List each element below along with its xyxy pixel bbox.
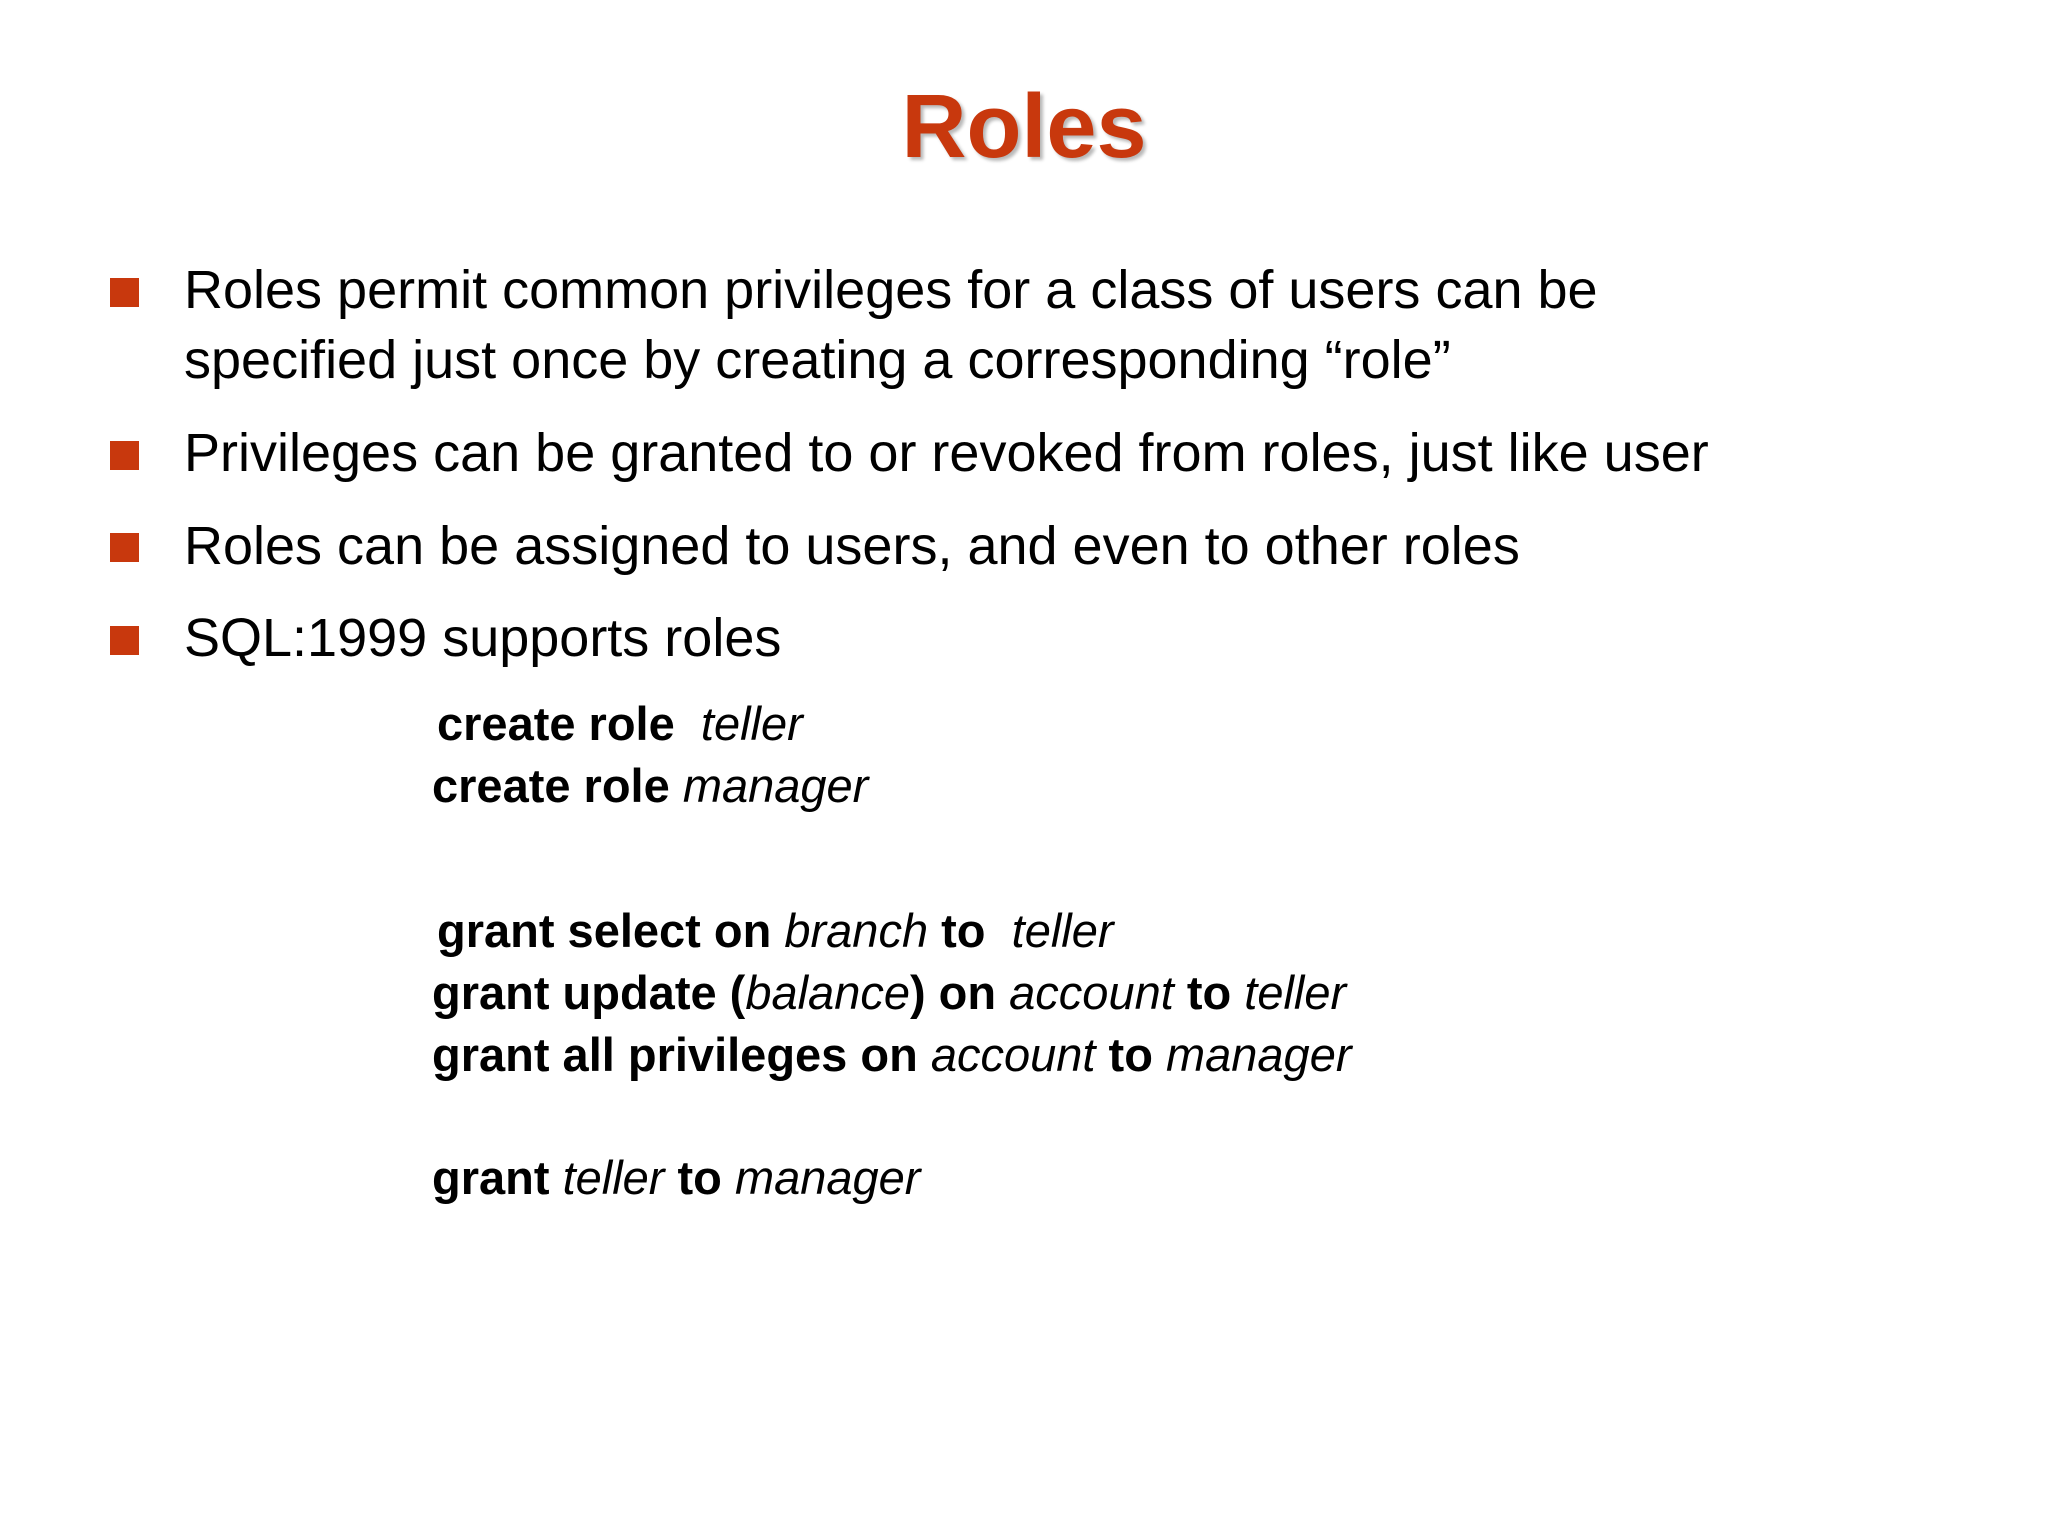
bullet-item-1 [184, 255, 1884, 395]
code-identifier: account [1009, 966, 1174, 1019]
code-line-grant-role [432, 1147, 920, 1209]
bullet-item-2 [184, 418, 1884, 488]
code-keyword: to [941, 904, 986, 957]
code-keyword: to [1108, 1028, 1153, 1081]
bullet-text: specified just once by creating a corresponding “role” [184, 330, 1451, 390]
bullet-square-icon [110, 626, 139, 655]
code-identifier: manager [1165, 1028, 1352, 1081]
code-identifier: teller [700, 697, 803, 750]
code-identifier: teller [562, 1151, 665, 1204]
code-identifier: manager [734, 1151, 921, 1204]
code-line-create-manager [432, 755, 868, 817]
code-keyword: to [1186, 966, 1232, 1019]
code-keyword: create role [437, 697, 675, 750]
bullet-text: Roles can be assigned to users, and even to other roles [184, 516, 1520, 576]
code-identifier: teller [1011, 904, 1114, 957]
code-line-grant-select [437, 900, 1114, 962]
bullet-text: Roles permit common privileges for a class of users can be [184, 260, 1598, 320]
code-keyword: grant all privileges on [432, 1028, 918, 1081]
code-identifier: branch [784, 904, 929, 957]
code-identifier: teller [1244, 966, 1347, 1019]
code-keyword: create role [432, 759, 670, 812]
code-identifier: manager [682, 759, 869, 812]
code-keyword: to [677, 1151, 722, 1204]
code-identifier: account [930, 1028, 1096, 1081]
code-keyword: grant select on [437, 904, 772, 957]
code-keyword: ) on [909, 966, 997, 1019]
bullet-text: SQL:1999 supports roles [184, 608, 782, 668]
code-line-grant-update [432, 962, 1346, 1024]
bullet-item-4 [184, 603, 1884, 673]
bullet-square-icon [110, 278, 139, 307]
slide-title: Roles [901, 77, 1147, 177]
code-keyword: grant [432, 1151, 550, 1204]
bullet-item-3 [184, 511, 1884, 581]
bullet-square-icon [110, 533, 139, 562]
code-line-create-teller [437, 693, 803, 755]
code-identifier: balance [745, 966, 910, 1019]
bullet-square-icon [110, 441, 139, 470]
bullet-text: Privileges can be granted to or revoked from roles, just like user [184, 423, 1709, 483]
code-keyword: grant update ( [432, 966, 746, 1019]
code-line-grant-all [432, 1024, 1351, 1086]
